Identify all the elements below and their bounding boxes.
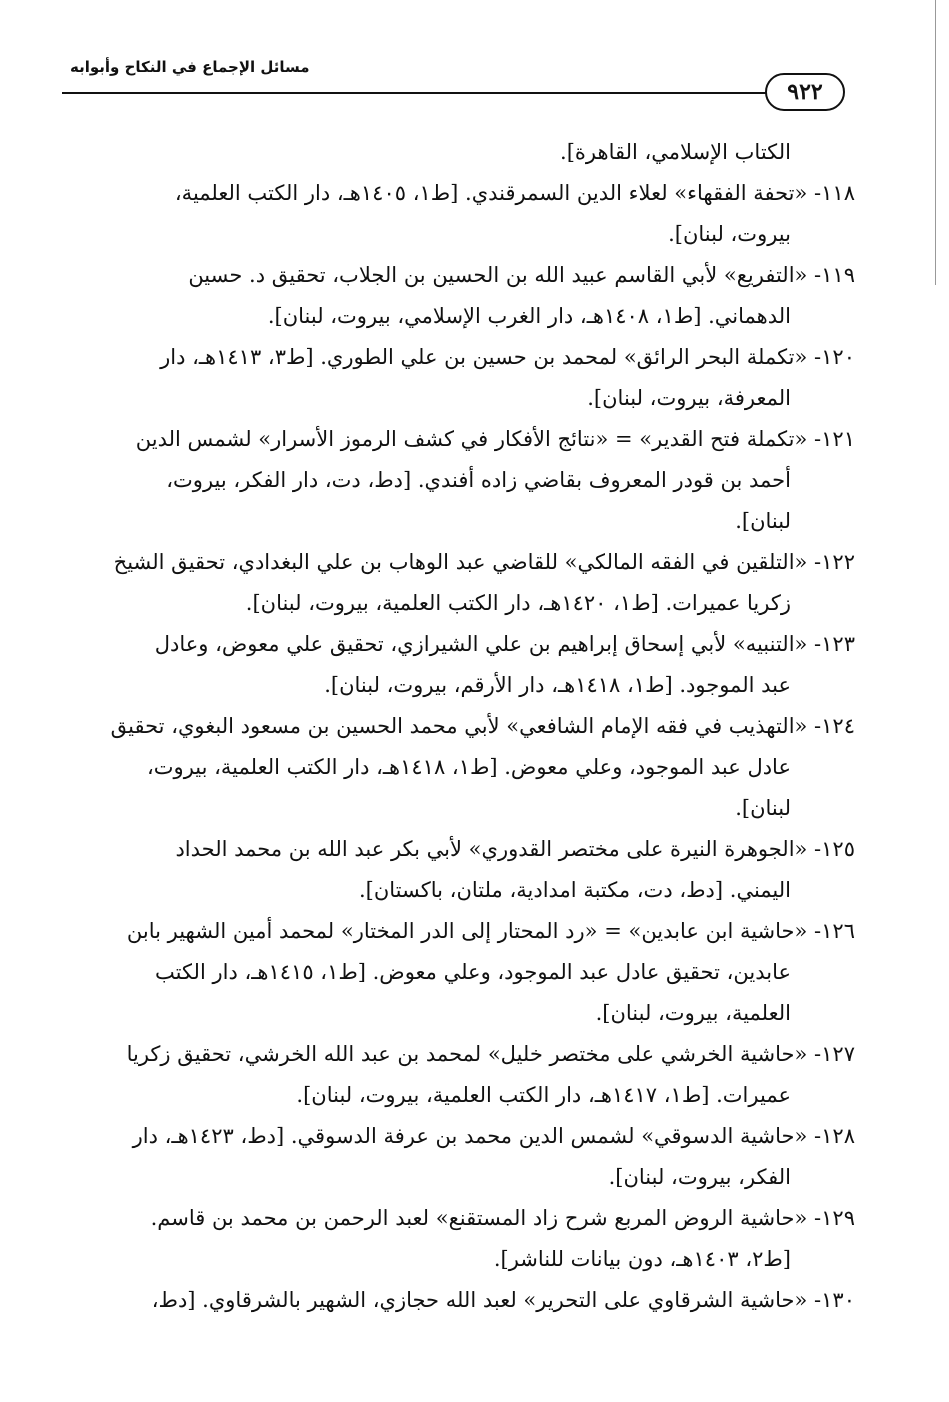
entry-continuation-line: عادل عبد الموجود، وعلي معوض. [ط١، ١٤١٨هـ، دار الكتب العلمية، بيروت، bbox=[147, 755, 791, 779]
entry-continuation-line: الكتاب الإسلامي، القاهرة]. bbox=[560, 140, 791, 164]
bibliography-entry-line: ١٢١- «تكملة فتح القدير» = «نتائج الأفكار في كشف الرموز الأسرار» لشمس الدين bbox=[135, 427, 855, 451]
entry-continuation-line: بيروت، لبنان]. bbox=[668, 222, 791, 246]
page-edge-rule bbox=[935, 0, 936, 285]
entry-continuation-line: عبد الموجود. [ط١، ١٤١٨هـ، دار الأرقم، بيروت، لبنان]. bbox=[324, 673, 791, 697]
bibliography-list bbox=[75, 132, 855, 1321]
bibliography-entry-line: ١٢٤- «التهذيب في فقه الإمام الشافعي» لأبي محمد الحسين بن مسعود البغوي، تحقيق bbox=[110, 714, 855, 738]
bibliography-entry-line: ١٢٣- «التنبيه» لأبي إسحاق إبراهيم بن علي الشيرازي، تحقيق علي معوض، وعادل bbox=[154, 632, 855, 656]
bibliography-entry-line: ١٢٨- «حاشية الدسوقي» لشمس الدين محمد بن عرفة الدسوقي. [دط، ١٤٢٣هـ، دار bbox=[132, 1124, 855, 1148]
entry-continuation-line: عميرات. [ط١، ١٤١٧هـ، دار الكتب العلمية، بيروت، لبنان]. bbox=[296, 1083, 791, 1107]
bibliography-entry-line: ١١٩- «التفريع» لأبي القاسم عبيد الله بن الحسين بن الجلاب، تحقيق د. حسين bbox=[188, 263, 855, 287]
entry-continuation-line: اليمني. [دط، دت، مكتبة امدادية، ملتان، باكستان]. bbox=[358, 878, 791, 902]
entry-continuation-line: [ط٢، ١٤٠٣هـ، دون بيانات للناشر]. bbox=[493, 1247, 791, 1271]
entry-continuation-line: لبنان]. bbox=[735, 509, 791, 533]
bibliography-entry-line: ١٢٠- «تكملة البحر الرائق» لمحمد بن حسين بن علي الطوري. [ط٣، ١٤١٣هـ، دار bbox=[160, 345, 855, 369]
entry-continuation-line: المعرفة، بيروت، لبنان]. bbox=[587, 386, 791, 410]
bibliography-entry-line: ١١٨- «تحفة الفقهاء» لعلاء الدين السمرقندي. [ط١، ١٤٠٥هـ، دار الكتب العلمية، bbox=[174, 181, 855, 205]
bibliography-entry-line: ١٢٦- «حاشية ابن عابدين» = «رد المحتار إلى الدر المختار» لمحمد أمين الشهير بابن bbox=[126, 919, 855, 943]
entry-continuation-line: أحمد بن قودر المعروف بقاضي زاده أفندي. [دط، دت، دار الفكر، بيروت، bbox=[166, 468, 791, 492]
entry-continuation-line: الفكر، بيروت، لبنان]. bbox=[608, 1165, 791, 1189]
entry-continuation-line: عابدين، تحقيق عادل عبد الموجود، وعلي معوض. [ط١، ١٤١٥هـ، دار الكتب bbox=[155, 960, 791, 984]
page-number-badge: ٩٢٢ bbox=[765, 73, 845, 111]
bibliography-entry-line: ١٢٥- «الجوهرة النيرة على مختصر القدوري» لأبي بكر عبد الله بن محمد الحداد bbox=[175, 837, 855, 861]
bibliography-entry-line: ١٢٧- «حاشية الخرشي على مختصر خليل» لمحمد بن عبد الله الخرشي، تحقيق زكريا bbox=[126, 1042, 855, 1066]
entry-continuation-line: لبنان]. bbox=[735, 796, 791, 820]
entry-continuation-line: زكريا عميرات. [ط١، ١٤٢٠هـ، دار الكتب العلمية، بيروت، لبنان]. bbox=[245, 591, 791, 615]
entry-continuation-line: الدهماني. [ط١، ١٤٠٨هـ، دار الغرب الإسلامي، بيروت، لبنان]. bbox=[267, 304, 791, 328]
bibliography-entry-line: ١٢٢- «التلقين في الفقه المالكي» للقاضي عبد الوهاب بن علي البغدادي، تحقيق الشيخ bbox=[113, 550, 855, 574]
running-header-title: مسائل الإجماع في النكاح وأبوابه bbox=[70, 58, 310, 76]
entry-continuation-line: العلمية، بيروت، لبنان]. bbox=[595, 1001, 791, 1025]
header-rule bbox=[62, 92, 767, 94]
bibliography-entry-line: ١٣٠- «حاشية الشرقاوي على التحرير» لعبد الله حجازي، الشهير بالشرقاوي. [دط، bbox=[151, 1288, 855, 1312]
bibliography-entry-line: ١٢٩- «حاشية الروض المربع شرح زاد المستقنع» لعبد الرحمن بن محمد بن قاسم. bbox=[150, 1206, 855, 1230]
